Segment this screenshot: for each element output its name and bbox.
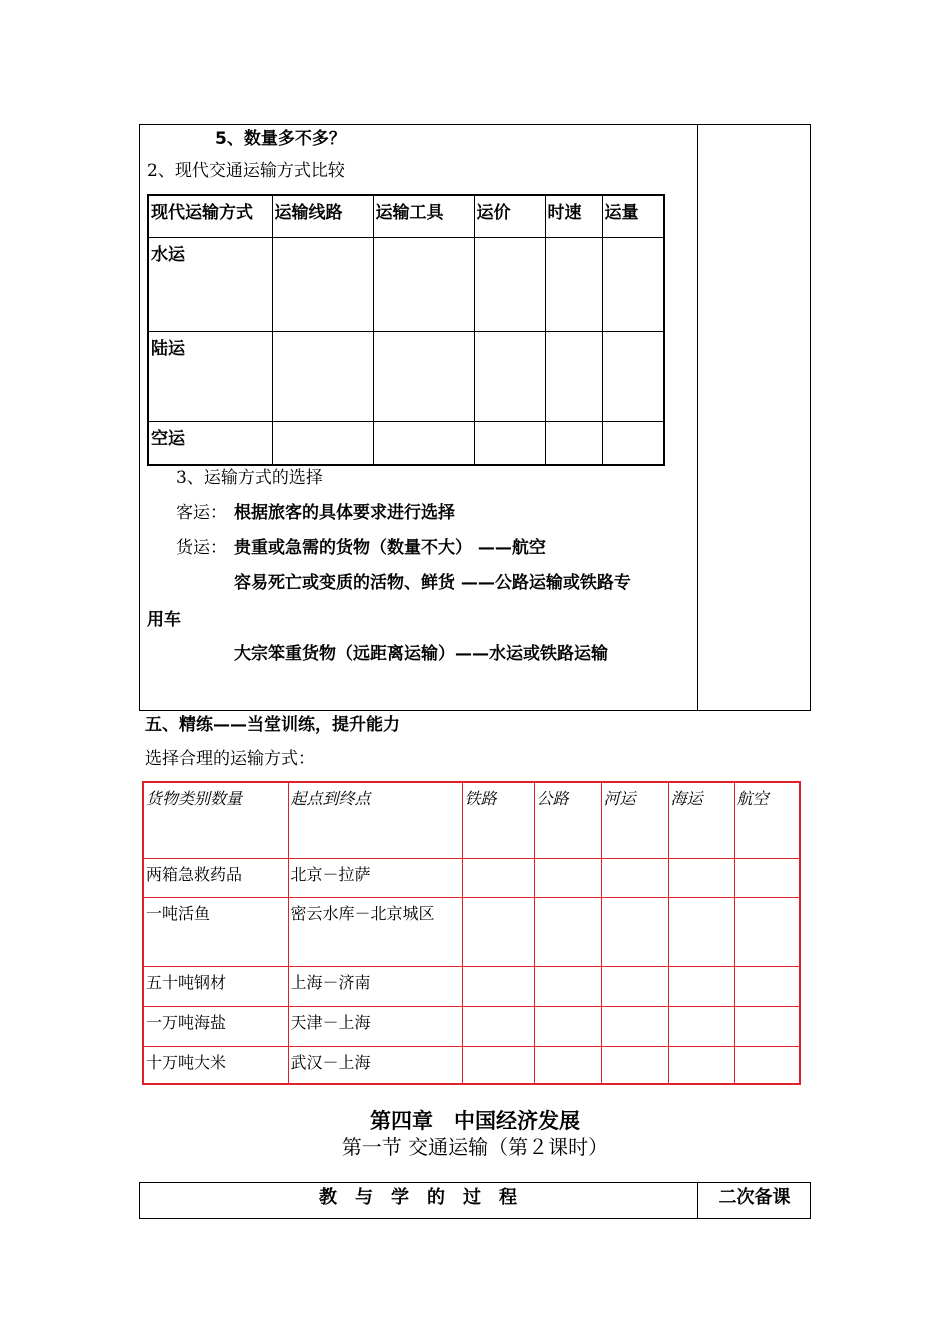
row-label: 陆运: [148, 331, 272, 421]
header-cell: 运输工具: [373, 195, 474, 237]
process-header: 教 与 学 的 过 程: [319, 1187, 517, 1208]
choice-cell[interactable]: [462, 897, 534, 966]
choice-cell[interactable]: [668, 897, 734, 966]
choice-cell[interactable]: [734, 897, 800, 966]
header-cell: 现代运输方式: [148, 195, 272, 237]
header-cell: 航空: [734, 782, 800, 858]
cargo-label: 货运：: [176, 538, 227, 558]
heading-comparison: 2、现代交通运输方式比较: [147, 161, 345, 181]
table-row: [148, 421, 664, 465]
cargo-line-1: 贵重或急需的货物（数量不大） ——航空: [234, 538, 546, 558]
cargo-cell: 十万吨大米: [143, 1046, 288, 1084]
transport-choice-table: [142, 781, 801, 1085]
table-row: [143, 1046, 800, 1084]
passenger-label: 客运：: [176, 503, 227, 523]
table-row: [148, 331, 664, 421]
choice-cell[interactable]: [462, 966, 534, 1006]
second-prep-header: 二次备课: [718, 1187, 791, 1208]
table-header-row: [143, 782, 800, 858]
header-cell: 时速: [545, 195, 602, 237]
table-row: [143, 897, 800, 966]
route-cell: 密云水库－北京城区: [288, 897, 462, 966]
header-cell: 货物类别数量: [143, 782, 288, 858]
cargo-cell: 一吨活鱼: [143, 897, 288, 966]
header-cell: 海运: [668, 782, 734, 858]
chapter-title: 第四章 中国经济发展: [370, 1109, 580, 1133]
header-cell: 公路: [534, 782, 601, 858]
choice-cell[interactable]: [601, 966, 668, 1006]
choice-cell[interactable]: [668, 1006, 734, 1046]
table-row: [143, 966, 800, 1006]
choice-cell[interactable]: [668, 1046, 734, 1084]
item-5-text: 5、数量多不多？: [215, 129, 346, 149]
row-label: 水运: [148, 237, 272, 331]
section-subtitle: 第一节 交通运输（第２课时）: [341, 1135, 609, 1159]
choice-cell[interactable]: [668, 966, 734, 1006]
choice-cell[interactable]: [534, 1046, 601, 1084]
passenger-text: 根据旅客的具体要求进行选择: [234, 503, 455, 523]
choice-cell[interactable]: [668, 858, 734, 897]
cargo-cell: 一万吨海盐: [143, 1006, 288, 1046]
cargo-line-3: 大宗笨重货物（远距离运输）——水运或铁路运输: [234, 644, 608, 664]
header-cell: 运输线路: [272, 195, 373, 237]
choice-cell[interactable]: [734, 858, 800, 897]
choice-cell[interactable]: [534, 858, 601, 897]
table-row: [143, 1006, 800, 1046]
transport-comparison-table: [147, 194, 665, 466]
choice-cell[interactable]: [601, 897, 668, 966]
choice-cell[interactable]: [534, 966, 601, 1006]
row-label: 空运: [148, 421, 272, 465]
header-cell: 起点到终点: [288, 782, 462, 858]
choice-cell[interactable]: [601, 1006, 668, 1046]
choice-cell[interactable]: [734, 966, 800, 1006]
cargo-cell: 五十吨钢材: [143, 966, 288, 1006]
header-cell: 运价: [474, 195, 545, 237]
choice-cell[interactable]: [462, 1046, 534, 1084]
table-row: [143, 858, 800, 897]
choice-cell[interactable]: [734, 1006, 800, 1046]
choice-cell[interactable]: [601, 1046, 668, 1084]
choice-cell[interactable]: [462, 1006, 534, 1046]
practice-prompt: 选择合理的运输方式：: [145, 749, 315, 769]
choice-cell[interactable]: [534, 897, 601, 966]
choice-cell[interactable]: [462, 858, 534, 897]
header-cell: 铁路: [462, 782, 534, 858]
cargo-cell: 两箱急救药品: [143, 858, 288, 897]
cargo-line-2-continued: 用车: [147, 610, 181, 630]
heading-choice: 3、运输方式的选择: [176, 468, 323, 488]
practice-title: 五、精练——当堂训练，提升能力: [145, 715, 400, 735]
route-cell: 北京－拉萨: [288, 858, 462, 897]
route-cell: 天津－上海: [288, 1006, 462, 1046]
choice-cell[interactable]: [534, 1006, 601, 1046]
choice-cell[interactable]: [601, 858, 668, 897]
notes-column-divider: [697, 124, 698, 711]
route-cell: 上海－济南: [288, 966, 462, 1006]
choice-cell[interactable]: [734, 1046, 800, 1084]
cargo-line-2: 容易死亡或变质的活物、鲜货 ——公路运输或铁路专: [234, 573, 631, 593]
route-cell: 武汉－上海: [288, 1046, 462, 1084]
table-row: [148, 237, 664, 331]
header-cell: 河运: [601, 782, 668, 858]
header-cell: 运量: [602, 195, 664, 237]
table-header-row: [148, 195, 664, 237]
